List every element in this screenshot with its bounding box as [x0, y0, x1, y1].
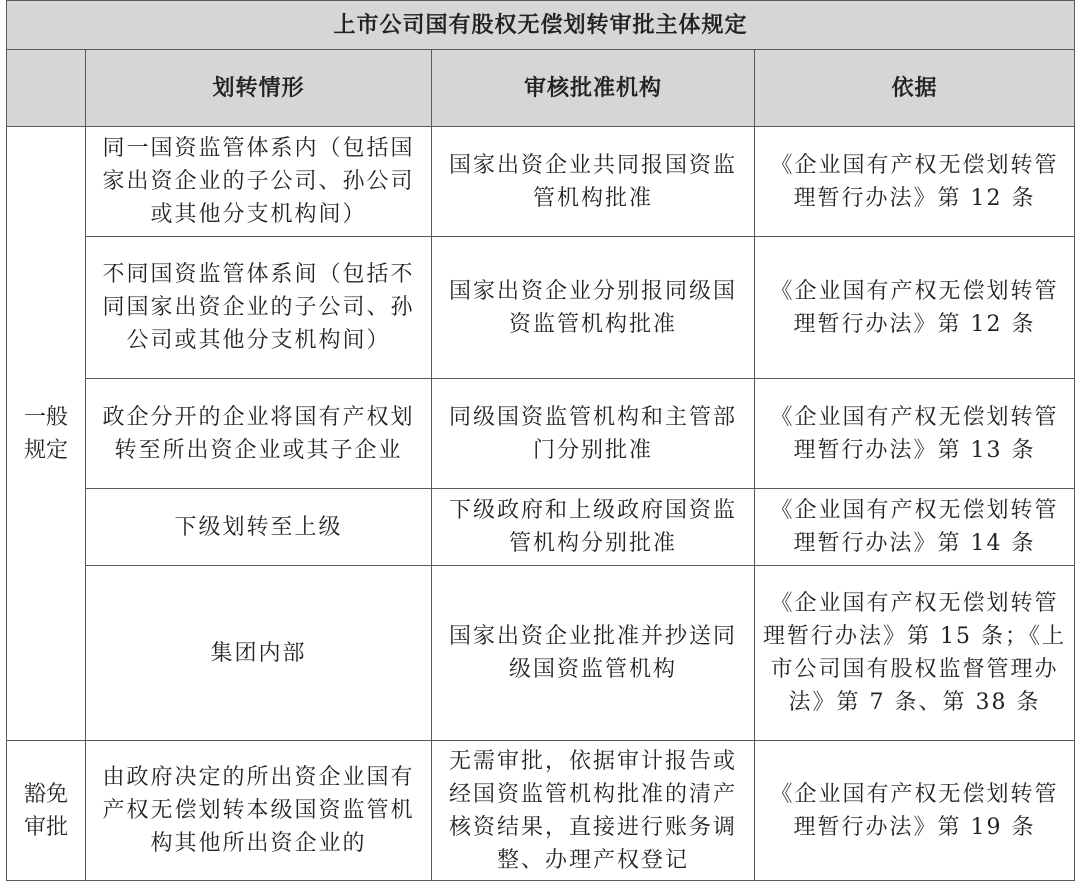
table-row: [7, 741, 1075, 881]
situation-cell: 集团内部: [86, 566, 432, 741]
table-row: [7, 489, 1075, 566]
situation-cell: 下级划转至上级: [86, 489, 432, 566]
situation-cell: 不同国资监管体系间（包括不同国家出资企业的子公司、孙公司或其他分支机构间）: [86, 237, 432, 379]
table-row: [7, 379, 1075, 489]
category-exempt: 豁免审批: [7, 741, 86, 881]
approval-table: [6, 0, 1075, 881]
basis-cell: 《企业国有产权无偿划转管理暂行办法》第 12 条: [755, 237, 1075, 379]
basis-cell: 《企业国有产权无偿划转管理暂行办法》第 14 条: [755, 489, 1075, 566]
header-row: [7, 50, 1075, 127]
situation-cell: 同一国资监管体系内（包括国家出资企业的子公司、孙公司或其他分支机构间）: [86, 127, 432, 237]
table-row: [7, 127, 1075, 237]
approver-cell: 国家出资企业批准并抄送同级国资监管机构: [432, 566, 755, 741]
approver-cell: 下级政府和上级政府国资监管机构分别批准: [432, 489, 755, 566]
header-approver: 审核批准机构: [432, 50, 755, 127]
basis-cell: 《企业国有产权无偿划转管理暂行办法》第 15 条；《上市公司国有股权监督管理办法》第 7 条、第 38 条: [755, 566, 1075, 741]
approver-cell: 国家出资企业分别报同级国资监管机构批准: [432, 237, 755, 379]
header-basis: 依据: [755, 50, 1075, 127]
basis-cell: 《企业国有产权无偿划转管理暂行办法》第 19 条: [755, 741, 1075, 881]
approver-cell: 同级国资监管机构和主管部门分别批准: [432, 379, 755, 489]
approval-table-container: [6, 0, 1074, 881]
header-situation: 划转情形: [86, 50, 432, 127]
table-row: [7, 566, 1075, 741]
basis-cell: 《企业国有产权无偿划转管理暂行办法》第 12 条: [755, 127, 1075, 237]
situation-cell: 由政府决定的所出资企业国有产权无偿划转本级国资监管机构其他所出资企业的: [86, 741, 432, 881]
header-category: [7, 50, 86, 127]
basis-cell: 《企业国有产权无偿划转管理暂行办法》第 13 条: [755, 379, 1075, 489]
situation-cell: 政企分开的企业将国有产权划转至所出资企业或其子企业: [86, 379, 432, 489]
category-general: 一般规定: [7, 127, 86, 741]
title-row: [7, 1, 1075, 50]
approver-cell: 国家出资企业共同报国资监管机构批准: [432, 127, 755, 237]
table-row: [7, 237, 1075, 379]
table-title: 上市公司国有股权无偿划转审批主体规定: [7, 1, 1075, 50]
approver-cell: 无需审批，依据审计报告或经国资监管机构批准的清产核资结果，直接进行账务调整、办理产权登记: [432, 741, 755, 881]
